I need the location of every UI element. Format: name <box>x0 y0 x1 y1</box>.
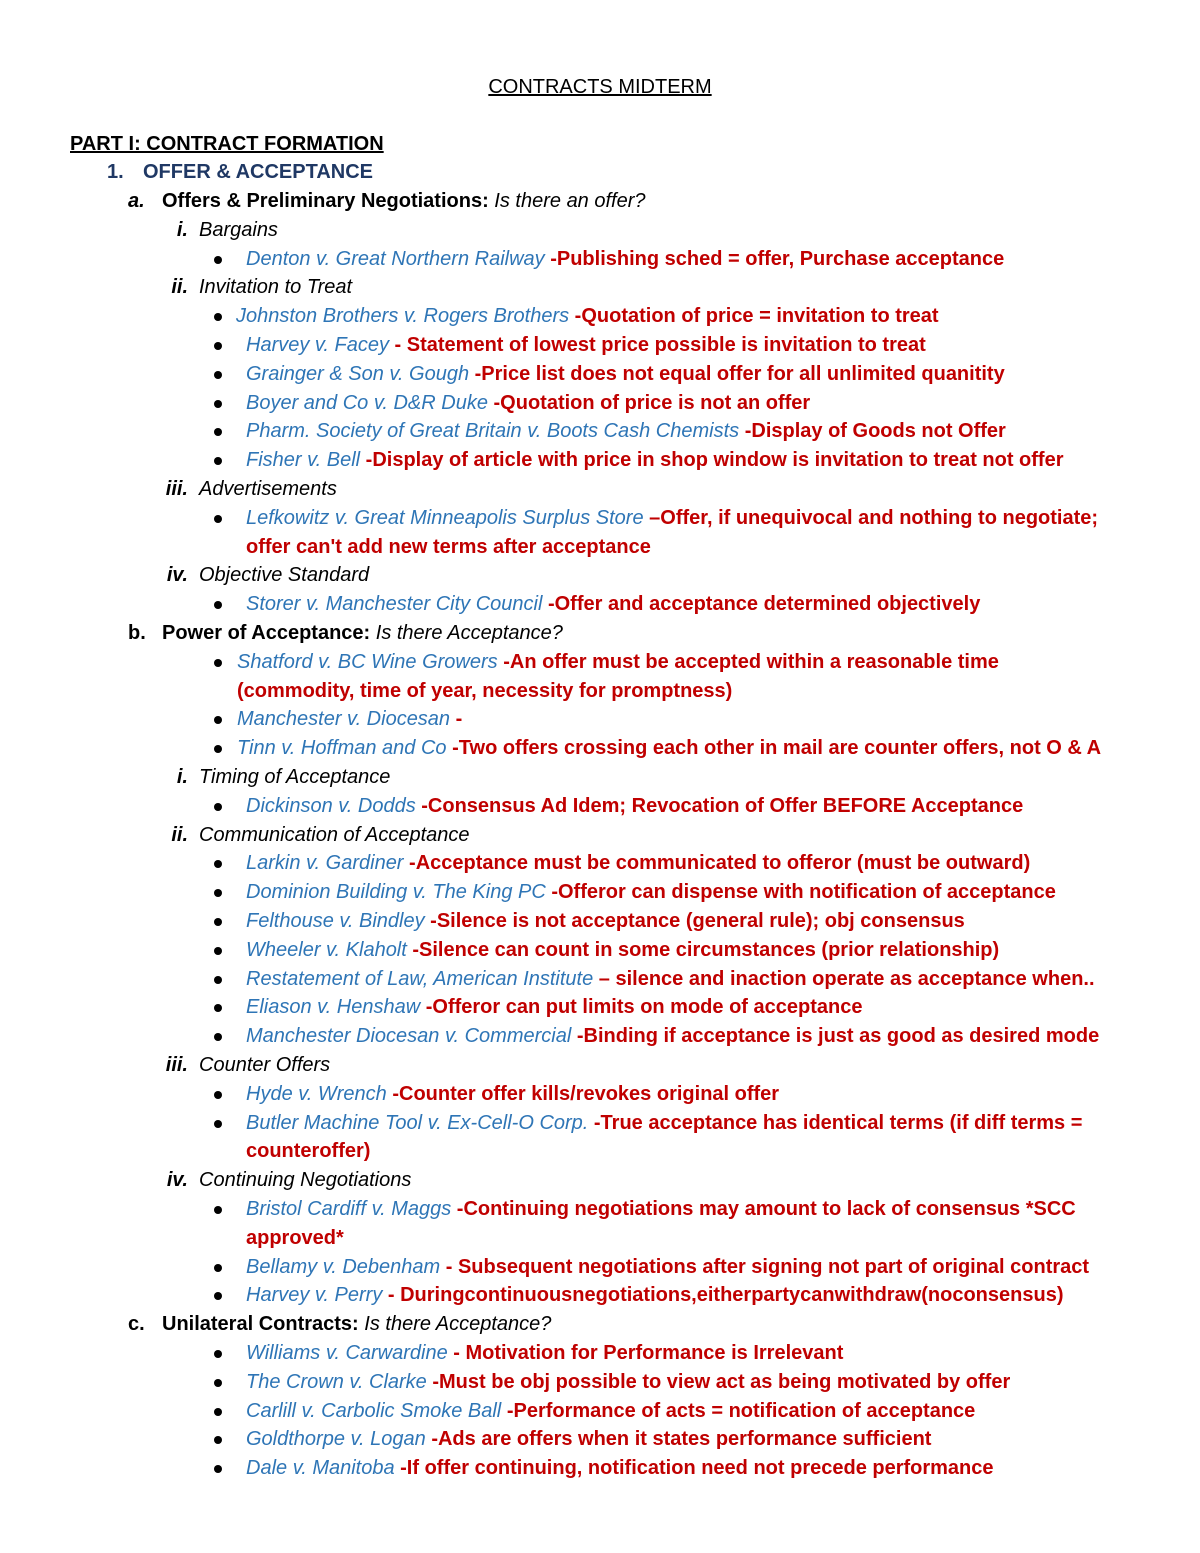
bullet-icon <box>214 313 222 321</box>
bullet-icon <box>214 1350 222 1358</box>
case-summary: -Counter offer kills/revokes original offer <box>386 1082 780 1105</box>
case-name: Dominion Building v. The King PC <box>246 881 546 904</box>
subsection-title: Unilateral Contracts: <box>162 1313 359 1336</box>
case-summary: -Display of article with price in shop window is invitation to treat not offer <box>360 449 1064 472</box>
bullet-icon <box>214 947 222 955</box>
case-summary: - Motivation for Performance is Irrelevant <box>447 1342 844 1364</box>
case-entry <box>246 1339 843 1368</box>
case-name: Harvey v. Facey <box>246 334 389 356</box>
bullet-icon <box>214 716 222 724</box>
case-summary: -Display of Goods not Offer <box>739 420 1006 443</box>
group-label: Counter Offers <box>199 1054 331 1076</box>
roman-numeral: i. <box>176 218 188 241</box>
case-summary: -Acceptance must be communicated to offeror (must be outward) <box>403 852 1031 875</box>
roman-numeral: iii. <box>165 1054 188 1076</box>
case-summary: -If offer continuing, notification need not precede performance <box>394 1457 994 1480</box>
case-name: Manchester v. Diocesan <box>237 708 451 731</box>
case-summary-continued: offer can't add new terms after acceptance <box>246 535 651 558</box>
bullet-icon <box>214 428 222 436</box>
bullet-icon <box>214 515 222 523</box>
bullet-icon <box>214 1436 222 1444</box>
subsection-letter: b. <box>128 622 146 644</box>
bullet-icon <box>214 342 222 350</box>
bullet-icon <box>214 256 222 264</box>
case-entry <box>237 648 999 677</box>
case-summary-continued: counteroffer) <box>246 1140 371 1163</box>
case-summary: -Offeror can put limits on mode of acceptance <box>420 996 863 1019</box>
group-label: Timing of Acceptance <box>199 766 391 788</box>
subsection-question: Is there Acceptance? <box>370 622 563 644</box>
section-label: OFFER & ACCEPTANCE <box>143 161 373 183</box>
bullet-icon <box>214 1206 222 1214</box>
case-name: Dickinson v. Dodds <box>246 794 416 817</box>
bullet-icon <box>214 860 222 868</box>
case-name: Harvey v. Perry <box>246 1284 383 1307</box>
bullet-icon <box>214 1004 222 1012</box>
case-name: Eliason v. Henshaw <box>246 996 421 1019</box>
case-summary: -Binding if acceptance is just as good as desired mode <box>571 1025 1100 1048</box>
case-entry <box>246 849 1030 878</box>
case-name: Restatement of Law, American Institute <box>246 967 594 990</box>
roman-numeral: iv. <box>166 1169 188 1192</box>
case-name: Boyer and Co v. D&R Duke <box>246 391 488 414</box>
case-entry <box>246 446 1064 475</box>
case-name: Denton v. Great Northern Railway <box>246 247 545 270</box>
case-entry <box>246 360 1005 389</box>
bullet-icon <box>214 976 222 984</box>
bullet-icon <box>214 803 222 811</box>
bullet-icon <box>214 659 222 667</box>
case-name: Grainger & Son v. Gough <box>246 362 470 385</box>
case-entry <box>246 590 980 619</box>
case-entry <box>246 907 965 936</box>
case-entry <box>246 1397 975 1426</box>
case-entry <box>246 417 1006 446</box>
case-summary: -Two offers crossing each other in mail are counter offers, not O & A <box>446 737 1102 760</box>
roman-numeral: i. <box>176 766 188 788</box>
case-name: Williams v. Carwardine <box>246 1342 448 1364</box>
part-heading: PART I: CONTRACT FORMATION <box>70 133 384 155</box>
roman-numeral: ii. <box>171 276 188 299</box>
case-entry <box>246 331 926 360</box>
case-name: Butler Machine Tool v. Ex-Cell-O Corp. <box>246 1111 589 1134</box>
bullet-icon <box>214 889 222 897</box>
case-summary: - Subsequent negotiations after signing not part of original contract <box>440 1255 1090 1278</box>
case-entry <box>246 1022 1099 1051</box>
document-title: CONTRACTS MIDTERM <box>488 76 712 98</box>
case-summary: - Duringcontinuousnegotiations,eitherpartycanwithdraw(noconsensus) <box>382 1284 1064 1307</box>
case-summary: - <box>450 708 463 731</box>
case-summary-continued: (commodity, time of year, necessity for promptness) <box>237 679 733 702</box>
case-summary-continued: approved* <box>246 1226 344 1249</box>
bullet-icon <box>214 918 222 926</box>
subsection-heading-b <box>128 619 563 648</box>
case-name: Storer v. Manchester City Council <box>246 593 543 616</box>
case-entry <box>246 1425 931 1454</box>
case-summary: -Publishing sched = offer, Purchase acceptance <box>544 247 1005 270</box>
section-number: 1. <box>107 161 124 183</box>
case-name: Pharm. Society of Great Britain v. Boots Cash Chemists <box>246 420 740 443</box>
case-entry <box>246 1080 779 1109</box>
case-entry <box>237 734 1101 763</box>
roman-numeral: iv. <box>166 564 188 587</box>
case-summary: -Performance of acts = notification of acceptance <box>501 1399 976 1422</box>
group-label: Advertisements <box>199 478 337 500</box>
case-summary: – silence and inaction operate as acceptance when.. <box>593 967 1095 990</box>
group-label: Objective Standard <box>199 564 370 587</box>
case-name: Shatford v. BC Wine Growers <box>237 650 498 673</box>
case-summary: -Quotation of price = invitation to treat <box>569 305 939 328</box>
case-entry <box>246 1454 994 1483</box>
case-name: Lefkowitz v. Great Minneapolis Surplus Store <box>246 506 644 529</box>
case-summary: -Offeror can dispense with notification of acceptance <box>545 881 1056 904</box>
case-entry <box>246 1281 1063 1310</box>
bullet-icon <box>214 1033 222 1041</box>
case-entry <box>246 878 1056 907</box>
subsection-title: Power of Acceptance: <box>162 622 371 644</box>
subsection-question: Is there an offer? <box>488 190 646 212</box>
case-entry <box>246 389 810 418</box>
case-entry <box>246 965 1095 994</box>
case-name: Fisher v. Bell <box>246 449 361 472</box>
case-entry <box>246 1109 1082 1138</box>
subsection-title: Offers & Preliminary Negotiations: <box>162 190 489 212</box>
case-name: Tinn v. Hoffman and Co <box>237 737 447 760</box>
case-summary: -Price list does not equal offer for all unlimited quanitity <box>469 362 1005 385</box>
case-name: Hyde v. Wrench <box>246 1082 387 1105</box>
subsection-letter: c. <box>128 1313 145 1336</box>
case-summary: -Offer and acceptance determined objectively <box>542 593 981 616</box>
case-summary: -Must be obj possible to view act as being motivated by offer <box>426 1370 1011 1393</box>
case-entry <box>246 504 1098 533</box>
case-entry <box>246 936 999 965</box>
bullet-icon <box>214 1120 222 1128</box>
bullet-icon <box>214 371 222 379</box>
case-entry <box>246 792 1023 821</box>
case-entry <box>246 1195 1076 1224</box>
group-label: Invitation to Treat <box>199 276 353 299</box>
group-label: Bargains <box>199 218 278 241</box>
case-summary: - Statement of lowest price possible is invitation to treat <box>389 334 926 356</box>
subsection-heading-a <box>128 187 646 216</box>
group-label: Continuing Negotiations <box>199 1169 412 1192</box>
case-summary: -Silence can count in some circumstances (prior relationship) <box>406 938 1000 961</box>
case-name: Manchester Diocesan v. Commercial <box>246 1025 572 1048</box>
case-name: Bellamy v. Debenham <box>246 1255 441 1278</box>
case-summary: -True acceptance has identical terms (if diff terms = <box>588 1111 1083 1134</box>
bullet-icon <box>214 1465 222 1473</box>
case-name: Wheeler v. Klaholt <box>246 938 407 961</box>
subsection-question: Is there Acceptance? <box>358 1313 552 1336</box>
case-entry <box>236 302 939 331</box>
section-heading <box>107 158 373 187</box>
bullet-icon <box>214 1292 222 1300</box>
bullet-icon <box>214 1408 222 1416</box>
case-name: Larkin v. Gardiner <box>246 852 404 875</box>
case-summary: -Silence is not acceptance (general rule); obj consensus <box>424 910 965 932</box>
case-name: Felthouse v. Bindley <box>246 910 425 932</box>
case-name: Johnston Brothers v. Rogers Brothers <box>236 305 570 328</box>
subsection-heading-c <box>128 1310 551 1339</box>
bullet-icon <box>214 1379 222 1387</box>
case-entry <box>246 245 1004 274</box>
bullet-icon <box>214 1091 222 1099</box>
case-name: Bristol Cardiff v. Maggs <box>246 1198 452 1220</box>
case-summary: –Offer, if unequivocal and nothing to negotiate; <box>643 506 1099 529</box>
case-name: Carlill v. Carbolic Smoke Ball <box>246 1399 502 1422</box>
case-name: The Crown v. Clarke <box>246 1370 427 1393</box>
roman-numeral: ii. <box>171 823 188 846</box>
subsection-letter: a. <box>128 190 145 212</box>
case-summary: -An offer must be accepted within a reasonable time <box>497 650 999 673</box>
bullet-icon <box>214 601 222 609</box>
case-entry <box>237 705 462 734</box>
case-entry <box>246 1368 1010 1397</box>
roman-numeral: iii. <box>165 478 188 500</box>
bullet-icon <box>214 745 222 753</box>
case-summary: -Consensus Ad Idem; Revocation of Offer BEFORE Acceptance <box>415 794 1024 817</box>
case-name: Goldthorpe v. Logan <box>246 1428 426 1451</box>
case-entry <box>246 993 862 1022</box>
case-summary: -Continuing negotiations may amount to lack of consensus *SCC <box>451 1198 1076 1220</box>
case-summary: -Quotation of price is not an offer <box>487 391 811 414</box>
bullet-icon <box>214 1264 222 1272</box>
bullet-icon <box>214 457 222 465</box>
case-entry <box>246 1253 1089 1282</box>
case-summary: -Ads are offers when it states performance sufficient <box>425 1428 932 1451</box>
case-name: Dale v. Manitoba <box>246 1457 395 1480</box>
bullet-icon <box>214 400 222 408</box>
group-label: Communication of Acceptance <box>199 823 470 846</box>
